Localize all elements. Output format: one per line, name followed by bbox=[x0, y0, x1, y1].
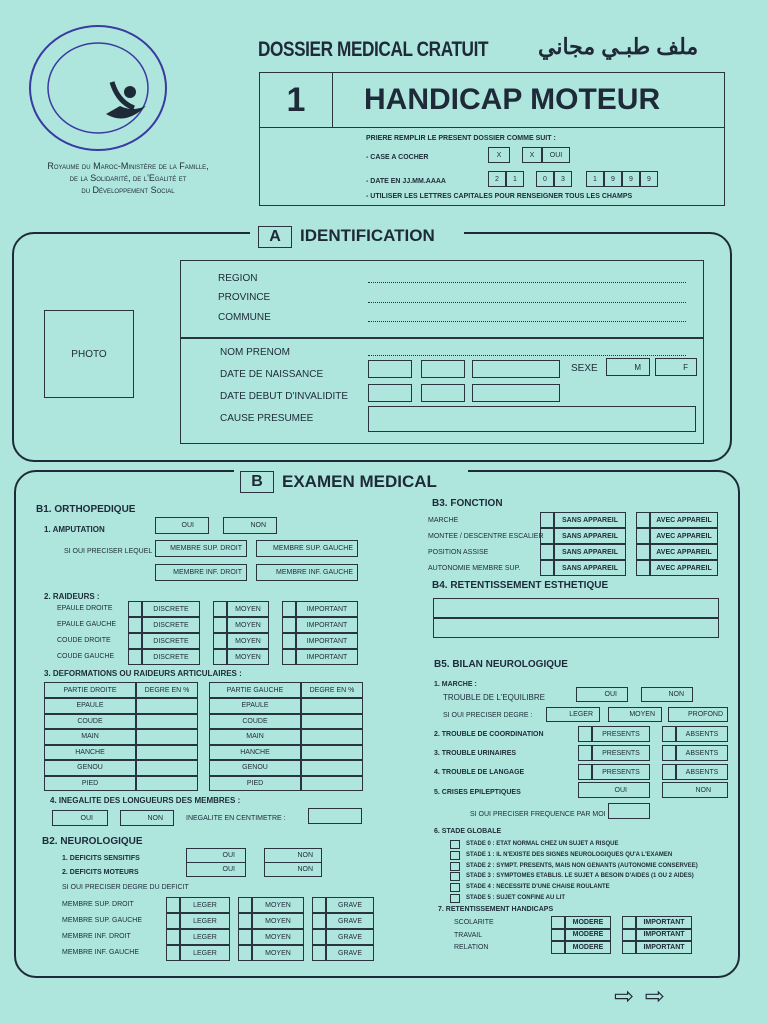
raideurs-label: 2. RAIDEURS : bbox=[44, 592, 100, 601]
fonction-box[interactable] bbox=[540, 528, 554, 544]
inegalite-oui[interactable]: OUI bbox=[52, 810, 108, 826]
trouble-box[interactable] bbox=[578, 764, 592, 780]
ret-modere[interactable]: MODERE bbox=[565, 916, 611, 929]
commune-label: COMMUNE bbox=[218, 312, 271, 323]
section-b-title: EXAMEN MEDICAL bbox=[282, 472, 437, 491]
frequence-label: SI OUI PRECISER FREQUENCE PAR MOI : bbox=[470, 811, 610, 818]
deficit-moyen[interactable]: MOYEN bbox=[252, 945, 304, 961]
deform-degre-field[interactable] bbox=[301, 776, 363, 792]
deform-joint: GENOU bbox=[44, 760, 136, 776]
def-mot-label: 2. DEFICITS MOTEURS bbox=[62, 869, 139, 876]
fonction-sans[interactable]: SANS APPAREIL bbox=[554, 560, 626, 576]
amputation-non[interactable]: NON bbox=[223, 517, 277, 534]
nom-label: NOM PRENOM bbox=[220, 347, 290, 358]
deficit-box[interactable] bbox=[166, 929, 180, 945]
crises-oui[interactable]: OUI bbox=[578, 782, 650, 798]
ret-important[interactable]: IMPORTANT bbox=[636, 929, 692, 942]
raideurs-box[interactable] bbox=[128, 601, 142, 617]
deform-joint: COUDE bbox=[209, 714, 301, 730]
raideurs-moyen[interactable]: MOYEN bbox=[227, 649, 269, 665]
instr-case: - CASE A COCHER bbox=[366, 154, 429, 161]
raideurs-important[interactable]: IMPORTANT bbox=[296, 617, 358, 633]
raideurs-discrete[interactable]: DISCRETE bbox=[142, 633, 200, 649]
form-number: 1 bbox=[286, 81, 306, 119]
fonction-row-label: AUTONOMIE MEMBRE SUP. bbox=[428, 565, 521, 572]
deform-joint: EPAULE bbox=[209, 698, 301, 714]
fonction-sans[interactable]: SANS APPAREIL bbox=[554, 544, 626, 560]
trouble-box[interactable] bbox=[578, 726, 592, 742]
fonction-sans[interactable]: SANS APPAREIL bbox=[554, 528, 626, 544]
deficit-moyen[interactable]: MOYEN bbox=[252, 929, 304, 945]
deform-degre-field[interactable] bbox=[301, 698, 363, 714]
stade-label: STADE 4 : NECESSITE D'UNE CHAISE ROULANTE bbox=[466, 884, 610, 891]
raideurs-box[interactable] bbox=[213, 633, 227, 649]
cause-field[interactable] bbox=[368, 406, 696, 432]
deficit-row-label: MEMBRE SUP. GAUCHE bbox=[62, 917, 142, 924]
ministry-stamp bbox=[28, 22, 170, 154]
sexe-m-checkbox[interactable]: M bbox=[606, 358, 650, 376]
instr-caps: - UTILISER LES LETTRES CAPITALES POUR RENSEIGNER TOUS LES CHAMPS bbox=[366, 193, 633, 200]
cause-label: CAUSE PRESUMEE bbox=[220, 413, 314, 424]
raideurs-important[interactable]: IMPORTANT bbox=[296, 649, 358, 665]
stade-label: STADE 2 : SYMPT. PRESENTS, MAIS NON GENANTS (AUTONOMIE CONSERVEE) bbox=[466, 862, 698, 869]
deficit-grave[interactable]: GRAVE bbox=[326, 913, 374, 929]
naissance-month[interactable] bbox=[421, 360, 465, 378]
deform-joint: GENOU bbox=[209, 760, 301, 776]
equilibre-leger[interactable]: LEGER bbox=[546, 707, 600, 722]
raideurs-discrete[interactable]: DISCRETE bbox=[142, 649, 200, 665]
fonction-row-label: POSITION ASSISE bbox=[428, 549, 489, 556]
stade-checkbox[interactable] bbox=[450, 862, 460, 871]
trouble-box[interactable] bbox=[662, 764, 676, 780]
deform-degre-field[interactable] bbox=[136, 714, 198, 730]
sexe-f-checkbox[interactable]: F bbox=[655, 358, 697, 376]
fonction-avec[interactable]: AVEC APPAREIL bbox=[650, 560, 718, 576]
ministry-line2: de la Solidarité, de l'Egalité et bbox=[69, 173, 187, 183]
raideurs-box[interactable] bbox=[213, 617, 227, 633]
invalidite-year[interactable] bbox=[472, 384, 560, 402]
membre-sup-gauche-checkbox[interactable]: MEMBRE SUP. GAUCHE bbox=[256, 540, 358, 557]
ret-row-label: SCOLARITE bbox=[454, 919, 494, 926]
deficit-box[interactable] bbox=[312, 945, 326, 961]
marche-label: 1. MARCHE : bbox=[434, 681, 477, 688]
fonction-avec[interactable]: AVEC APPAREIL bbox=[650, 544, 718, 560]
date-digit: 3 bbox=[554, 171, 572, 187]
fonction-box[interactable] bbox=[636, 528, 650, 544]
stade-label: STADE 5 : SUJET CONFINE AU LIT bbox=[466, 895, 566, 901]
ret-box[interactable] bbox=[551, 916, 565, 929]
ministry-name bbox=[10, 160, 246, 196]
fonction-box[interactable] bbox=[636, 560, 650, 576]
province-field[interactable] bbox=[368, 294, 686, 303]
deform-degre-field[interactable] bbox=[136, 760, 198, 776]
trouble-langage-label: 4. TROUBLE DE LANGAGE bbox=[434, 769, 525, 776]
deficit-box[interactable] bbox=[312, 929, 326, 945]
raideurs-important[interactable]: IMPORTANT bbox=[296, 601, 358, 617]
deficit-leger[interactable]: LEGER bbox=[180, 945, 230, 961]
stade-checkbox[interactable] bbox=[450, 883, 460, 892]
date-digit: 9 bbox=[640, 171, 658, 187]
deform-joint: PIED bbox=[44, 776, 136, 792]
def-sens-oui[interactable]: OUI bbox=[186, 848, 246, 863]
nom-field[interactable] bbox=[368, 347, 686, 356]
deficit-moyen[interactable]: MOYEN bbox=[252, 913, 304, 929]
deficit-box[interactable] bbox=[166, 945, 180, 961]
invalidite-label: DATE DEBUT D'INVALIDITE bbox=[220, 391, 349, 402]
trouble-coordination-label: 2. TROUBLE DE COORDINATION bbox=[434, 731, 544, 738]
raideurs-row-label: EPAULE GAUCHE bbox=[57, 621, 116, 628]
b3-title: B3. FONCTION bbox=[432, 498, 503, 509]
equilibre-profond[interactable]: PROFOND bbox=[668, 707, 728, 722]
province-label: PROVINCE bbox=[218, 292, 271, 303]
region-field[interactable] bbox=[368, 274, 686, 283]
ret-important[interactable]: IMPORTANT bbox=[636, 941, 692, 954]
si-oui-lequel: SI OUI PRECISER LEQUEL bbox=[64, 548, 153, 555]
deficit-box[interactable] bbox=[166, 913, 180, 929]
stade-label: STADE 3 : SYMPTOMES ETABLIS. LE SUJET A BESOIN D'AIDES (1 OU 2 AIDES) bbox=[466, 873, 694, 880]
deform-degre-field[interactable] bbox=[301, 745, 363, 761]
next-page-arrows[interactable]: ⇨ ⇨ bbox=[614, 983, 667, 1010]
raideurs-important[interactable]: IMPORTANT bbox=[296, 633, 358, 649]
trouble-urinaires-presents[interactable]: PRESENTS bbox=[592, 745, 650, 761]
b2-title: B2. NEUROLOGIQUE bbox=[42, 836, 143, 847]
trouble-urinaires-label: 3. TROUBLE URINAIRES bbox=[434, 750, 517, 757]
b4-field-2[interactable] bbox=[433, 618, 719, 638]
raideurs-box[interactable] bbox=[282, 617, 296, 633]
deform-degre-field[interactable] bbox=[136, 698, 198, 714]
deform-degre-field[interactable] bbox=[301, 729, 363, 745]
deficit-box[interactable] bbox=[312, 913, 326, 929]
fonction-sans[interactable]: SANS APPAREIL bbox=[554, 512, 626, 528]
fonction-row-label: MONTEE / DESCENTRE ESCALIER bbox=[428, 533, 544, 540]
amputation-oui[interactable]: OUI bbox=[155, 517, 209, 534]
date-digit: 1 bbox=[586, 171, 604, 187]
invalidite-day[interactable] bbox=[368, 384, 412, 402]
deform-header-degre: DEGRE EN % bbox=[301, 682, 363, 698]
raideurs-moyen[interactable]: MOYEN bbox=[227, 633, 269, 649]
raideurs-row-label: COUDE DROITE bbox=[57, 637, 111, 644]
deficit-row-label: MEMBRE INF. DROIT bbox=[62, 933, 131, 940]
raideurs-discrete[interactable]: DISCRETE bbox=[142, 601, 200, 617]
deform-joint: HANCHE bbox=[209, 745, 301, 761]
inegalite-non[interactable]: NON bbox=[120, 810, 174, 826]
def-sens-label: 1. DEFICITS SENSITIFS bbox=[62, 855, 140, 862]
raideurs-discrete[interactable]: DISCRETE bbox=[142, 617, 200, 633]
deform-degre-field[interactable] bbox=[136, 729, 198, 745]
ret-modere[interactable]: MODERE bbox=[565, 929, 611, 942]
si-oui-degre-label: SI OUI PRECISER DEGRE : bbox=[443, 712, 533, 719]
raideurs-box[interactable] bbox=[128, 617, 142, 633]
date-digit: 2 bbox=[488, 171, 506, 187]
b5-title: B5. BILAN NEUROLOGIQUE bbox=[434, 659, 568, 670]
membre-sup-droit-checkbox[interactable]: MEMBRE SUP. DROIT bbox=[155, 540, 247, 557]
ret-box[interactable] bbox=[622, 929, 636, 942]
ministry-line3: du Développement Social bbox=[81, 185, 175, 195]
stade-label: STADE 1 : IL N'EXISTE DES SIGNES NEUROLOGIQUES QU'A L'EXAMEN bbox=[466, 851, 673, 858]
trouble-urinaires-absents[interactable]: ABSENTS bbox=[676, 745, 728, 761]
deform-joint: EPAULE bbox=[44, 698, 136, 714]
ret-modere[interactable]: MODERE bbox=[565, 941, 611, 954]
crises-label: 5. CRISES EPILEPTIQUES bbox=[434, 789, 521, 796]
commune-field[interactable] bbox=[368, 313, 686, 322]
deficit-grave[interactable]: GRAVE bbox=[326, 897, 374, 913]
raideurs-row-label: COUDE GAUCHE bbox=[57, 653, 115, 660]
trouble-box[interactable] bbox=[578, 745, 592, 761]
equilibre-moyen[interactable]: MOYEN bbox=[608, 707, 662, 722]
def-mot-oui[interactable]: OUI bbox=[186, 862, 246, 877]
fonction-row-label: MARCHE bbox=[428, 517, 459, 524]
ret-box[interactable] bbox=[551, 929, 565, 942]
deficit-leger[interactable]: LEGER bbox=[180, 913, 230, 929]
invalidite-month[interactable] bbox=[421, 384, 465, 402]
membre-inf-droit-checkbox[interactable]: MEMBRE INF. DROIT bbox=[155, 564, 247, 581]
deficit-leger[interactable]: LEGER bbox=[180, 897, 230, 913]
fonction-avec[interactable]: AVEC APPAREIL bbox=[650, 528, 718, 544]
b4-title: B4. RETENTISSEMENT ESTHETIQUE bbox=[432, 580, 609, 591]
ret-important[interactable]: IMPORTANT bbox=[636, 916, 692, 929]
fonction-avec[interactable]: AVEC APPAREIL bbox=[650, 512, 718, 528]
raideurs-box[interactable] bbox=[282, 633, 296, 649]
deform-joint: MAIN bbox=[44, 729, 136, 745]
deform-degre-field[interactable] bbox=[136, 745, 198, 761]
trouble-box[interactable] bbox=[662, 726, 676, 742]
b1-title: B1. ORTHOPEDIQUE bbox=[36, 504, 136, 515]
date-digit: 1 bbox=[506, 171, 524, 187]
section-b-letter: B bbox=[240, 471, 274, 493]
ministry-line1: Royaume du Maroc-Ministère de la Famille, bbox=[47, 161, 209, 171]
deficit-box[interactable] bbox=[238, 913, 252, 929]
stade-globale-label: 6. STADE GLOBALE bbox=[434, 828, 502, 835]
ret-box[interactable] bbox=[622, 916, 636, 929]
equilibre-oui[interactable]: OUI bbox=[576, 687, 628, 702]
ret-row-label: TRAVAIL bbox=[454, 931, 483, 939]
region-label: REGION bbox=[218, 273, 258, 284]
section-a-title: IDENTIFICATION bbox=[300, 226, 435, 245]
deficit-leger[interactable]: LEGER bbox=[180, 929, 230, 945]
date-digit: 9 bbox=[604, 171, 622, 187]
deficit-box[interactable] bbox=[238, 897, 252, 913]
stade-checkbox[interactable] bbox=[450, 894, 460, 903]
deficit-box[interactable] bbox=[312, 897, 326, 913]
deform-joint: COUDE bbox=[44, 714, 136, 730]
deform-joint: MAIN bbox=[209, 729, 301, 745]
deficit-moyen[interactable]: MOYEN bbox=[252, 897, 304, 913]
si-oui-degre-deficit: SI OUI PRECISER DEGRE DU DEFICIT bbox=[62, 884, 189, 891]
ret-handicaps-label: 7. RETENTISSEMENT HANDICAPS bbox=[438, 906, 554, 913]
deficit-box[interactable] bbox=[166, 897, 180, 913]
deform-header-partie: PARTIE DROITE bbox=[44, 682, 136, 698]
sexe-label: SEXE bbox=[571, 363, 598, 374]
def-sens-non[interactable]: NON bbox=[264, 848, 322, 863]
instr-date: - DATE EN JJ.MM.AAAA bbox=[366, 178, 446, 185]
deform-degre-field[interactable] bbox=[301, 760, 363, 776]
deform-header-degre: DEGRE EN % bbox=[136, 682, 198, 698]
naissance-year[interactable] bbox=[472, 360, 560, 378]
deficit-box[interactable] bbox=[238, 929, 252, 945]
deform-joint: HANCHE bbox=[44, 745, 136, 761]
example-checkbox-1: X bbox=[488, 147, 510, 163]
deficit-box[interactable] bbox=[238, 945, 252, 961]
example-checkbox-2: X bbox=[522, 147, 542, 163]
raideurs-row-label: EPAULE DROITE bbox=[57, 605, 113, 612]
raideurs-moyen[interactable]: MOYEN bbox=[227, 617, 269, 633]
ret-box[interactable] bbox=[622, 941, 636, 954]
equilibre-non[interactable]: NON bbox=[641, 687, 693, 702]
stade-checkbox[interactable] bbox=[450, 851, 460, 860]
deform-joint: PIED bbox=[209, 776, 301, 792]
raideurs-moyen[interactable]: MOYEN bbox=[227, 601, 269, 617]
ret-row-label: RELATION bbox=[454, 944, 489, 951]
example-checkbox-label: OUI bbox=[542, 147, 570, 163]
raideurs-box[interactable] bbox=[282, 649, 296, 665]
date-digit: 9 bbox=[622, 171, 640, 187]
b4-field-1[interactable] bbox=[433, 598, 719, 618]
deficit-row-label: MEMBRE INF. GAUCHE bbox=[62, 949, 140, 956]
ret-box[interactable] bbox=[551, 941, 565, 954]
fonction-box[interactable] bbox=[636, 512, 650, 528]
form-title-ar: ملف طبـي مجاني bbox=[538, 34, 699, 59]
stade-checkbox[interactable] bbox=[450, 840, 460, 849]
deficit-grave[interactable]: GRAVE bbox=[326, 929, 374, 945]
fonction-box[interactable] bbox=[540, 544, 554, 560]
def-mot-non[interactable]: NON bbox=[264, 862, 322, 877]
deform-degre-field[interactable] bbox=[301, 714, 363, 730]
photo-box[interactable]: PHOTO bbox=[44, 310, 134, 398]
form-title-fr: DOSSIER MEDICAL CRATUIT bbox=[258, 38, 489, 61]
raideurs-box[interactable] bbox=[128, 633, 142, 649]
stade-checkbox[interactable] bbox=[450, 872, 460, 881]
membre-inf-gauche-checkbox[interactable]: MEMBRE INF. GAUCHE bbox=[256, 564, 358, 581]
crises-non[interactable]: NON bbox=[662, 782, 728, 798]
fonction-box[interactable] bbox=[636, 544, 650, 560]
inegalite-cm-label: INEGALITE EN CENTIMETRE : bbox=[186, 815, 286, 822]
raideurs-box[interactable] bbox=[128, 649, 142, 665]
header-box bbox=[259, 72, 725, 206]
raideurs-box[interactable] bbox=[213, 649, 227, 665]
deficit-grave[interactable]: GRAVE bbox=[326, 945, 374, 961]
deficit-row-label: MEMBRE SUP. DROIT bbox=[62, 901, 134, 908]
trouble-langage-absents[interactable]: ABSENTS bbox=[676, 764, 728, 780]
naissance-label: DATE DE NAISSANCE bbox=[220, 369, 324, 380]
naissance-day[interactable] bbox=[368, 360, 412, 378]
fonction-box[interactable] bbox=[540, 560, 554, 576]
form-name: HANDICAP MOTEUR bbox=[364, 83, 661, 116]
section-a-letter: A bbox=[258, 226, 292, 248]
inegalite-label: 4. INEGALITE DES LONGUEURS DES MEMBRES : bbox=[50, 796, 241, 805]
inegalite-cm-field[interactable] bbox=[308, 808, 362, 824]
amputation-label: 1. AMPUTATION bbox=[44, 525, 105, 534]
date-digit: 0 bbox=[536, 171, 554, 187]
deform-degre-field[interactable] bbox=[136, 776, 198, 792]
raideurs-box[interactable] bbox=[213, 601, 227, 617]
instructions-heading: PRIERE REMPLIR LE PRESENT DOSSIER COMME SUIT : bbox=[366, 135, 556, 142]
stade-label: STADE 0 : ETAT NORMAL CHEZ UN SUJET A RISQUE bbox=[466, 841, 619, 847]
trouble-box[interactable] bbox=[662, 745, 676, 761]
trouble-equilibre-label: TROUBLE DE L'EQUILIBRE bbox=[443, 693, 545, 702]
frequence-field[interactable] bbox=[608, 803, 650, 819]
trouble-coordination-absents[interactable]: ABSENTS bbox=[676, 726, 728, 742]
fonction-box[interactable] bbox=[540, 512, 554, 528]
trouble-coordination-presents[interactable]: PRESENTS bbox=[592, 726, 650, 742]
deform-header-partie: PARTIE GAUCHE bbox=[209, 682, 301, 698]
deformations-label: 3. DEFORMATIONS OU RAIDEURS ARTICULAIRES : bbox=[44, 669, 242, 678]
trouble-langage-presents[interactable]: PRESENTS bbox=[592, 764, 650, 780]
raideurs-box[interactable] bbox=[282, 601, 296, 617]
